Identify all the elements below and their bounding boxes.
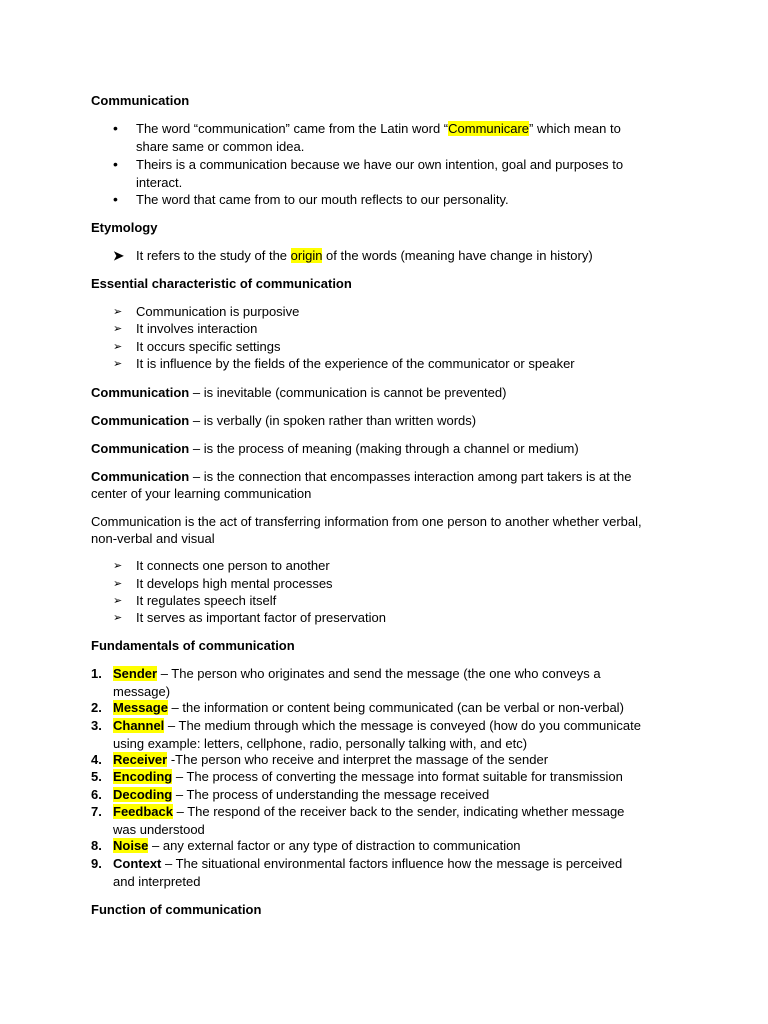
fundamental-item: Sender – The person who originates and send the message (the one who conveys a: [113, 666, 601, 681]
intro-bullet-1-continued: share same or common idea.: [136, 139, 305, 154]
list-number: 1.: [91, 666, 102, 681]
arrow-bullet-icon: ➢: [113, 306, 123, 318]
intro-bullet-1: The word “communication” came from the Latin word “Communicare” which mean to: [136, 121, 621, 136]
fundamental-item: Noise – any external factor or any type of distraction to communication: [113, 838, 521, 853]
bullet-dot-icon: •: [113, 120, 118, 136]
fundamental-item: Encoding – The process of converting the message into format suitable for transmission: [113, 769, 623, 784]
arrow-bullet-icon: ➢: [113, 323, 123, 335]
heading-communication: Communication: [91, 93, 190, 108]
list-number: 5.: [91, 769, 102, 784]
list-number: 9.: [91, 856, 102, 871]
list-number: 2.: [91, 700, 102, 715]
bold-arrow-bullet-icon: ➤: [113, 248, 124, 263]
arrow-bullet-icon: ➢: [113, 341, 123, 353]
definition-line: Communication – is the process of meaning (making through a channel or medium): [91, 441, 579, 456]
heading-function: Function of communication: [91, 902, 262, 917]
fundamental-item: Channel – The medium through which the message is conveyed (how do you communicate: [113, 718, 641, 733]
intro-bullet-2: Theirs is a communication because we have our own intention, goal and purposes to: [136, 157, 624, 172]
essential-item: Communication is purposive: [136, 304, 300, 319]
act-item: It serves as important factor of preservation: [136, 610, 386, 625]
fundamental-item: Message – the information or content being communicated (can be verbal or non-verbal): [113, 700, 624, 715]
intro-bullet-2-continued: interact.: [136, 175, 183, 190]
act-item: It connects one person to another: [136, 558, 330, 573]
definition-line: Communication – is inevitable (communication is cannot be prevented): [91, 385, 507, 400]
list-number: 6.: [91, 787, 102, 802]
fundamental-item: Feedback – The respond of the receiver back to the sender, indicating whether message: [113, 804, 625, 819]
definition-line-continued: center of your learning communication: [91, 486, 312, 501]
arrow-bullet-icon: ➢: [113, 595, 123, 607]
fundamental-item: Decoding – The process of understanding the message received: [113, 787, 490, 802]
heading-essential-characteristic: Essential characteristic of communication: [91, 276, 352, 291]
fundamental-item-continued: message): [113, 684, 171, 699]
list-number: 3.: [91, 718, 102, 733]
fundamental-item: Context – The situational environmental factors influence how the message is perceived: [113, 856, 623, 871]
heading-fundamentals: Fundamentals of communication: [91, 638, 295, 653]
definition-line: Communication – is verbally (in spoken rather than written words): [91, 413, 477, 428]
arrow-bullet-icon: ➢: [113, 578, 123, 590]
list-number: 4.: [91, 752, 102, 767]
definition-line: Communication – is the connection that encompasses interaction among part takers is at the: [91, 469, 632, 484]
highlighted-word: origin: [290, 248, 323, 263]
arrow-bullet-icon: ➢: [113, 358, 123, 370]
fundamental-item-continued: using example: letters, cellphone, radio, personally talking with, and etc): [113, 736, 528, 751]
bullet-dot-icon: •: [113, 191, 118, 207]
intro-bullet-3: The word that came from to our mouth reflects to our personality.: [136, 192, 509, 207]
fundamental-item-continued: was understood: [113, 822, 205, 837]
arrow-bullet-icon: ➢: [113, 612, 123, 624]
act-item: It regulates speech itself: [136, 593, 277, 608]
essential-item: It occurs specific settings: [136, 339, 281, 354]
highlighted-word: Communicare: [448, 121, 530, 136]
act-item: It develops high mental processes: [136, 576, 333, 591]
arrow-bullet-icon: ➢: [113, 560, 123, 572]
list-number: 7.: [91, 804, 102, 819]
list-number: 8.: [91, 838, 102, 853]
bullet-dot-icon: •: [113, 156, 118, 172]
essential-item: It involves interaction: [136, 321, 258, 336]
heading-etymology: Etymology: [91, 220, 158, 235]
etymology-item: It refers to the study of the origin of the words (meaning have change in history): [136, 248, 593, 263]
essential-item: It is influence by the fields of the experience of the communicator or speaker: [136, 356, 575, 371]
fundamental-item: Receiver -The person who receive and interpret the massage of the sender: [113, 752, 549, 767]
fundamental-item-continued: and interpreted: [113, 874, 201, 889]
act-paragraph-line-2: non-verbal and visual: [91, 531, 215, 546]
act-paragraph-line-1: Communication is the act of transferring information from one person to another whether verbal,: [91, 514, 642, 529]
